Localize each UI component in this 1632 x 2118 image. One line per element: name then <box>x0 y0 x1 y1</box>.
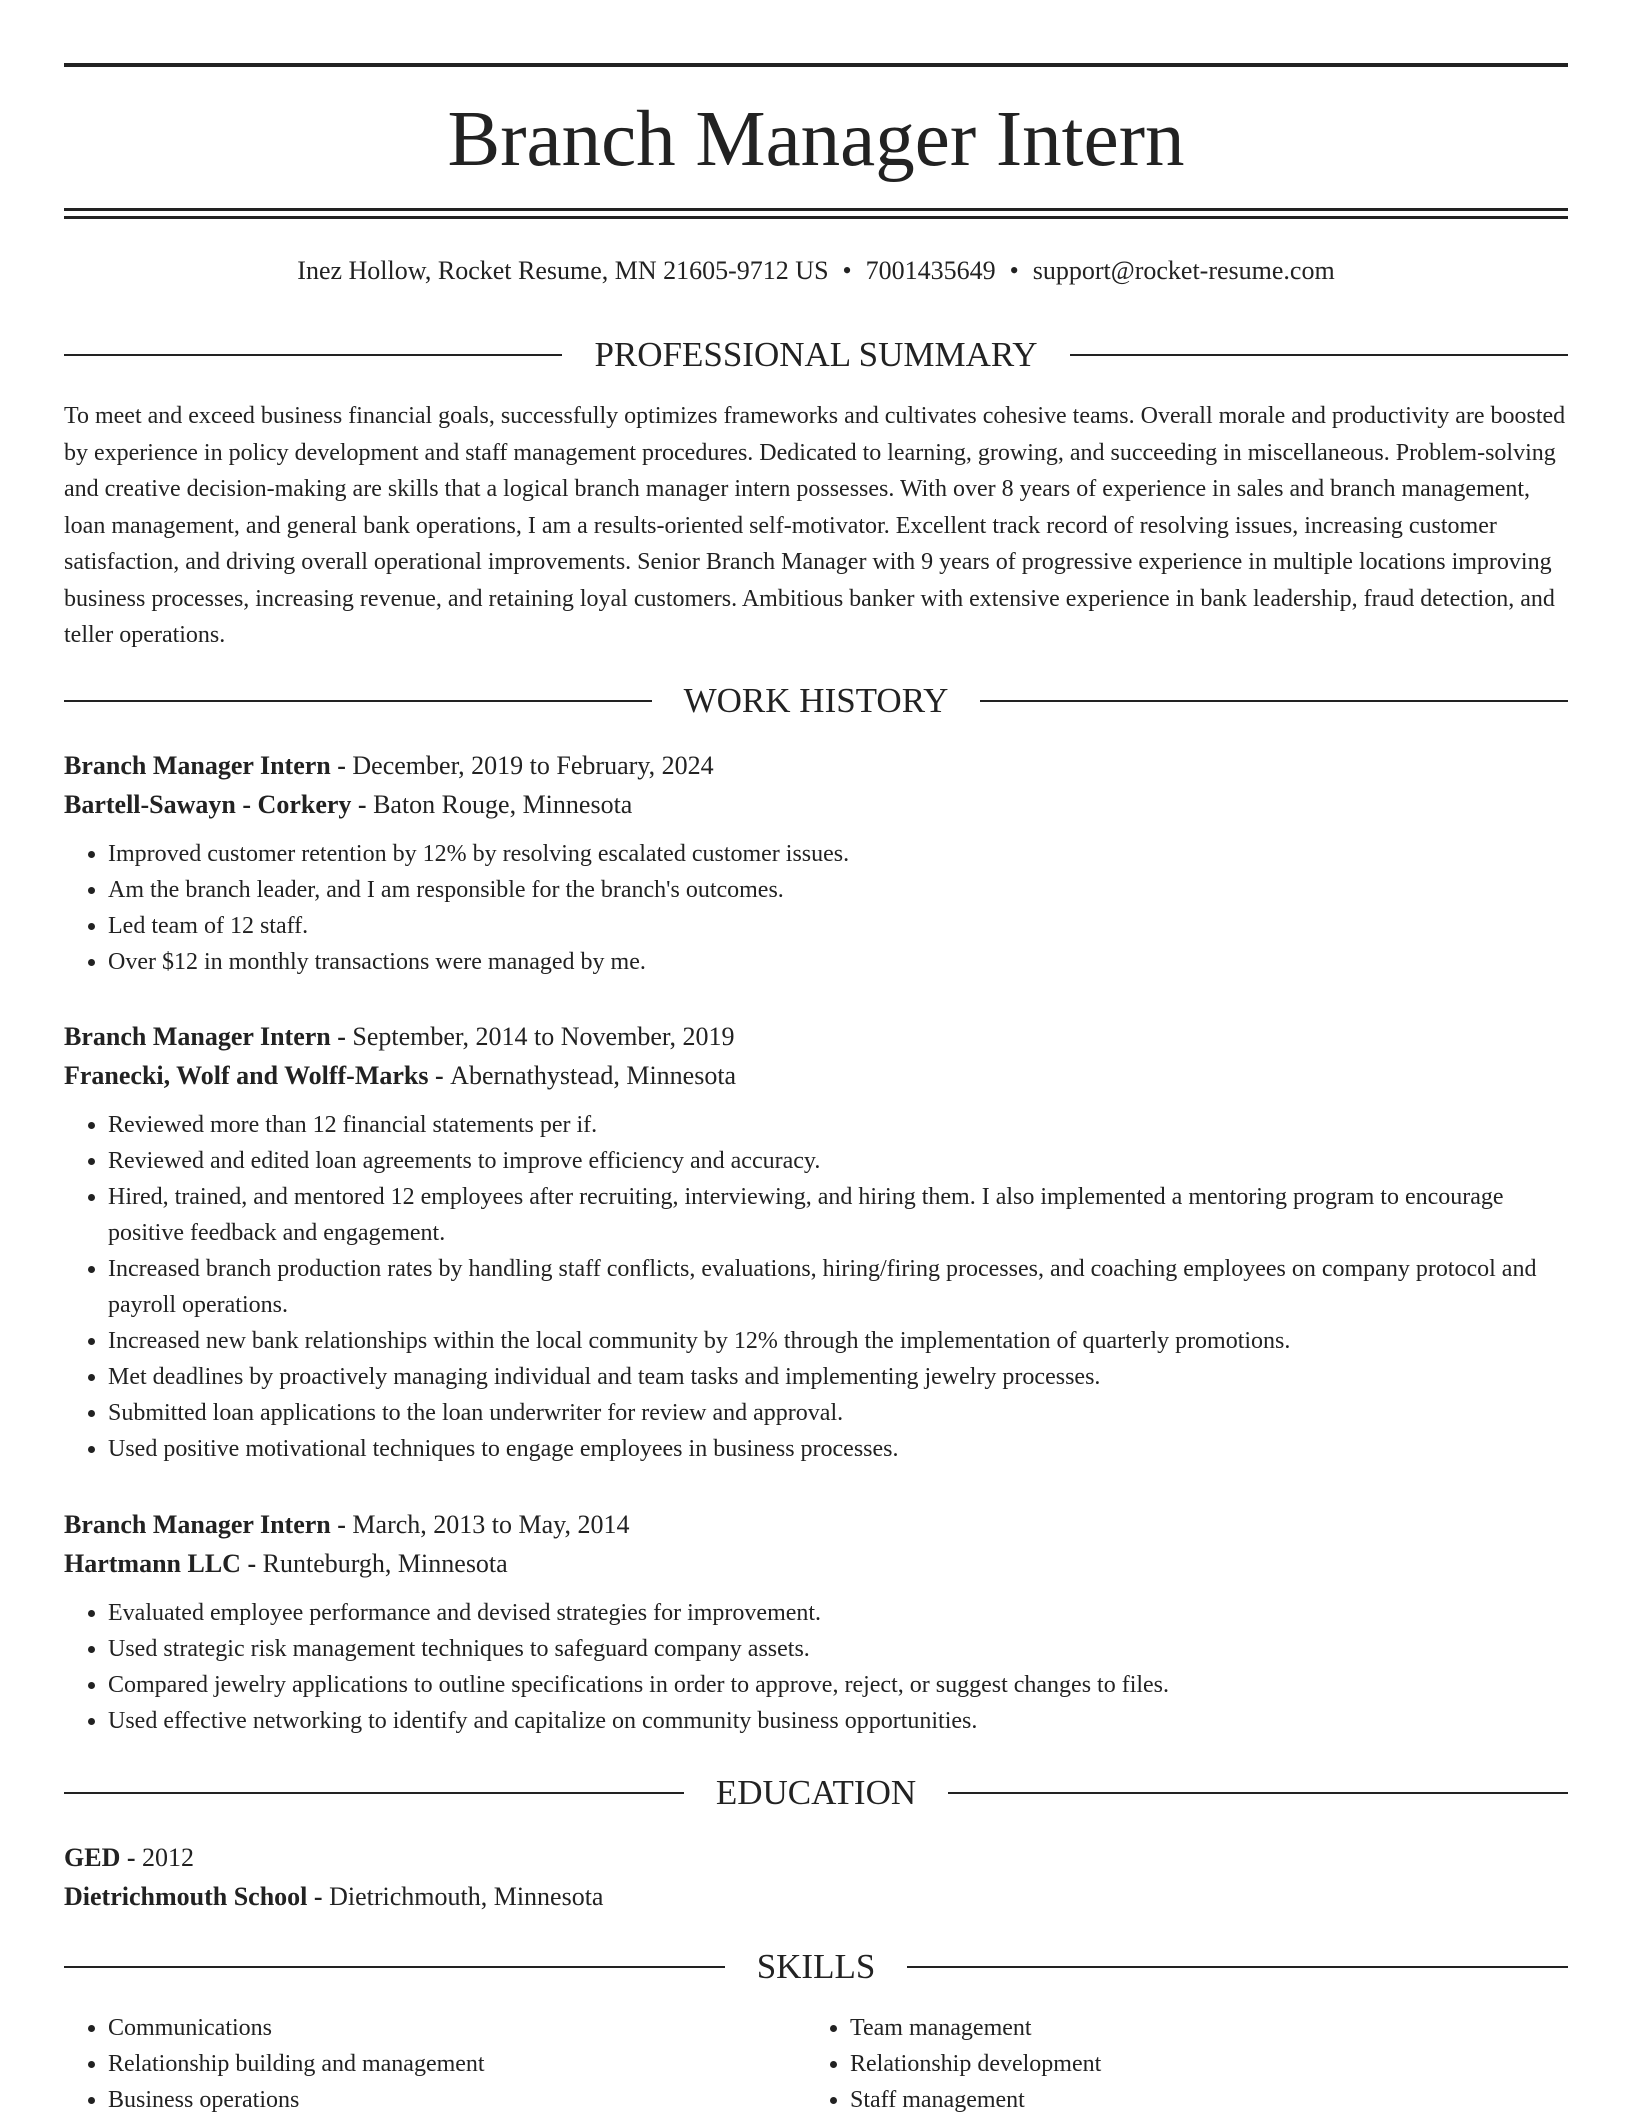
education-school: Dietrichmouth School <box>64 1882 308 1911</box>
job-location: Abernathystead, Minnesota <box>450 1061 737 1090</box>
list-item: • Over $12 in monthly transactions were managed by me. <box>108 944 1568 980</box>
list-item: • Reviewed more than 12 financial statements per if. <box>108 1107 1568 1143</box>
job-entry <box>64 1505 1568 1739</box>
job-dates: March, 2013 to May, 2014 <box>352 1510 630 1539</box>
skills-list <box>64 2010 1568 2118</box>
list-item: • Led team of 12 staff. <box>108 908 1568 944</box>
heading-rule <box>64 1966 725 1968</box>
heading-rule <box>64 1792 684 1794</box>
list-item: • Increased new bank relationships within the local community by 12% through the implementation of quarterly promotions. <box>108 1323 1568 1359</box>
work-section-heading <box>64 679 1568 723</box>
summary-text: To meet and exceed business financial goals, successfully optimizes frameworks and cultivates cohesive teams. Overall morale and productivity are boosted by experience in policy development and staff management procedures. Dedicated to learning, growing, and succeeding in miscellaneous. Problem-solving and creative decision-making are skills that a logical branch manager intern possesses. With over 8 years of experience in sales and branch management, loan management, and general bank operations, I am a results-oriented self-motivator. Excellent track record of resolving issues, increasing customer satisfaction, and driving overall operational improvements. Senior Branch Manager with 9 years of progressive experience in multiple locations improving business processes, increasing revenue, and retaining loyal customers. Ambitious banker with extensive experience in bank leadership, fraud detection, and teller operations. <box>64 403 1566 648</box>
work-heading-label: WORK HISTORY <box>683 681 949 720</box>
list-item: • Hired, trained, and mentored 12 employees after recruiting, interviewing, and hiring them. I also implemented a mentoring program to encourage positive feedback and engagement. <box>108 1179 1568 1251</box>
job-title: Branch Manager Intern <box>64 1022 331 1051</box>
heading-rule <box>948 1792 1568 1794</box>
summary-heading-label: PROFESSIONAL SUMMARY <box>594 335 1038 374</box>
job-location: Runteburgh, Minnesota <box>262 1549 508 1578</box>
job-entry <box>64 746 1568 980</box>
resume-title: Branch Manager Intern <box>447 96 1185 183</box>
education-school-line: Dietrichmouth School - Dietrichmouth, Minnesota <box>64 1882 604 1911</box>
job-title: Branch Manager Intern <box>64 1510 331 1539</box>
heading-rule <box>64 700 652 702</box>
job-bullets <box>64 1107 1568 1467</box>
job-entry <box>64 1017 1568 1467</box>
heading-rule <box>64 354 562 356</box>
top-rule <box>64 63 1568 67</box>
job-title: Branch Manager Intern <box>64 751 331 780</box>
list-item: • Staff management <box>850 2082 1548 2118</box>
list-item: • Am the branch leader, and I am responsible for the branch's outcomes. <box>108 872 1568 908</box>
contact-phone: 7001435649 <box>865 256 996 285</box>
job-bullets <box>64 836 1568 980</box>
education-heading-label: EDUCATION <box>715 1773 917 1812</box>
education-degree-line: GED - 2012 <box>64 1843 195 1872</box>
list-item: • Met deadlines by proactively managing individual and team tasks and implementing jewelry processes. <box>108 1359 1568 1395</box>
contact-separator: • <box>1009 256 1019 285</box>
title-rule-lower <box>64 216 1568 219</box>
education-entry <box>64 1838 1568 1916</box>
list-item: • Relationship development <box>850 2046 1548 2082</box>
contact-email: support@rocket-resume.com <box>1032 256 1335 285</box>
skills-column-left <box>64 2010 806 2118</box>
skills-heading-label: SKILLS <box>756 1947 876 1986</box>
education-degree: GED <box>64 1843 121 1872</box>
contact-address: Inez Hollow, Rocket Resume, MN 21605-9712 US <box>297 256 829 285</box>
title-rule-upper <box>64 208 1568 211</box>
job-title-line: Branch Manager Intern - March, 2013 to May, 2014 <box>64 1510 630 1539</box>
job-dates: September, 2014 to November, 2019 <box>352 1022 735 1051</box>
heading-rule <box>907 1966 1568 1968</box>
job-dates: December, 2019 to February, 2024 <box>352 751 714 780</box>
list-item: • Evaluated employee performance and devised strategies for improvement. <box>108 1595 1568 1631</box>
list-item: • Submitted loan applications to the loan underwriter for review and approval. <box>108 1395 1568 1431</box>
skills-section-heading <box>64 1945 1568 1989</box>
list-item: • Reviewed and edited loan agreements to improve efficiency and accuracy. <box>108 1143 1568 1179</box>
job-title-line: Branch Manager Intern - September, 2014 to November, 2019 <box>64 1022 735 1051</box>
list-item: • Used positive motivational techniques to engage employees in business processes. <box>108 1431 1568 1467</box>
list-item: • Increased branch production rates by handling staff conflicts, evaluations, hiring/firing processes, and coaching employees on company protocol and payroll operations. <box>108 1251 1568 1323</box>
list-item: • Compared jewelry applications to outline specifications in order to approve, reject, or suggest changes to files. <box>108 1667 1568 1703</box>
contact-separator: • <box>842 256 852 285</box>
job-company: Hartmann LLC <box>64 1549 241 1578</box>
job-location: Baton Rouge, Minnesota <box>373 790 633 819</box>
list-item: • Team management <box>850 2010 1548 2046</box>
job-title-line: Branch Manager Intern - December, 2019 to February, 2024 <box>64 751 714 780</box>
job-company-line: Bartell-Sawayn - Corkery - Baton Rouge, Minnesota <box>64 790 633 819</box>
heading-rule <box>1070 354 1568 356</box>
skills-column-right <box>806 2010 1548 2118</box>
list-item: • Used effective networking to identify and capitalize on community business opportunities. <box>108 1703 1568 1739</box>
summary-section-heading <box>64 333 1568 377</box>
list-item: • Used strategic risk management techniques to safeguard company assets. <box>108 1631 1568 1667</box>
list-item: • Relationship building and management <box>108 2046 806 2082</box>
education-section-heading <box>64 1771 1568 1815</box>
job-company: Bartell-Sawayn - Corkery <box>64 790 352 819</box>
job-company: Franecki, Wolf and Wolff-Marks <box>64 1061 429 1090</box>
heading-rule <box>980 700 1568 702</box>
education-location: Dietrichmouth, Minnesota <box>329 1882 604 1911</box>
job-bullets <box>64 1595 1568 1739</box>
list-item: • Business operations <box>108 2082 806 2118</box>
list-item: • Improved customer retention by 12% by resolving escalated customer issues. <box>108 836 1568 872</box>
job-company-line: Hartmann LLC - Runteburgh, Minnesota <box>64 1549 508 1578</box>
list-item: • Communications <box>108 2010 806 2046</box>
education-year: 2012 <box>142 1843 195 1872</box>
job-company-line: Franecki, Wolf and Wolff-Marks - Abernathystead, Minnesota <box>64 1061 737 1090</box>
contact-line <box>64 254 1568 288</box>
